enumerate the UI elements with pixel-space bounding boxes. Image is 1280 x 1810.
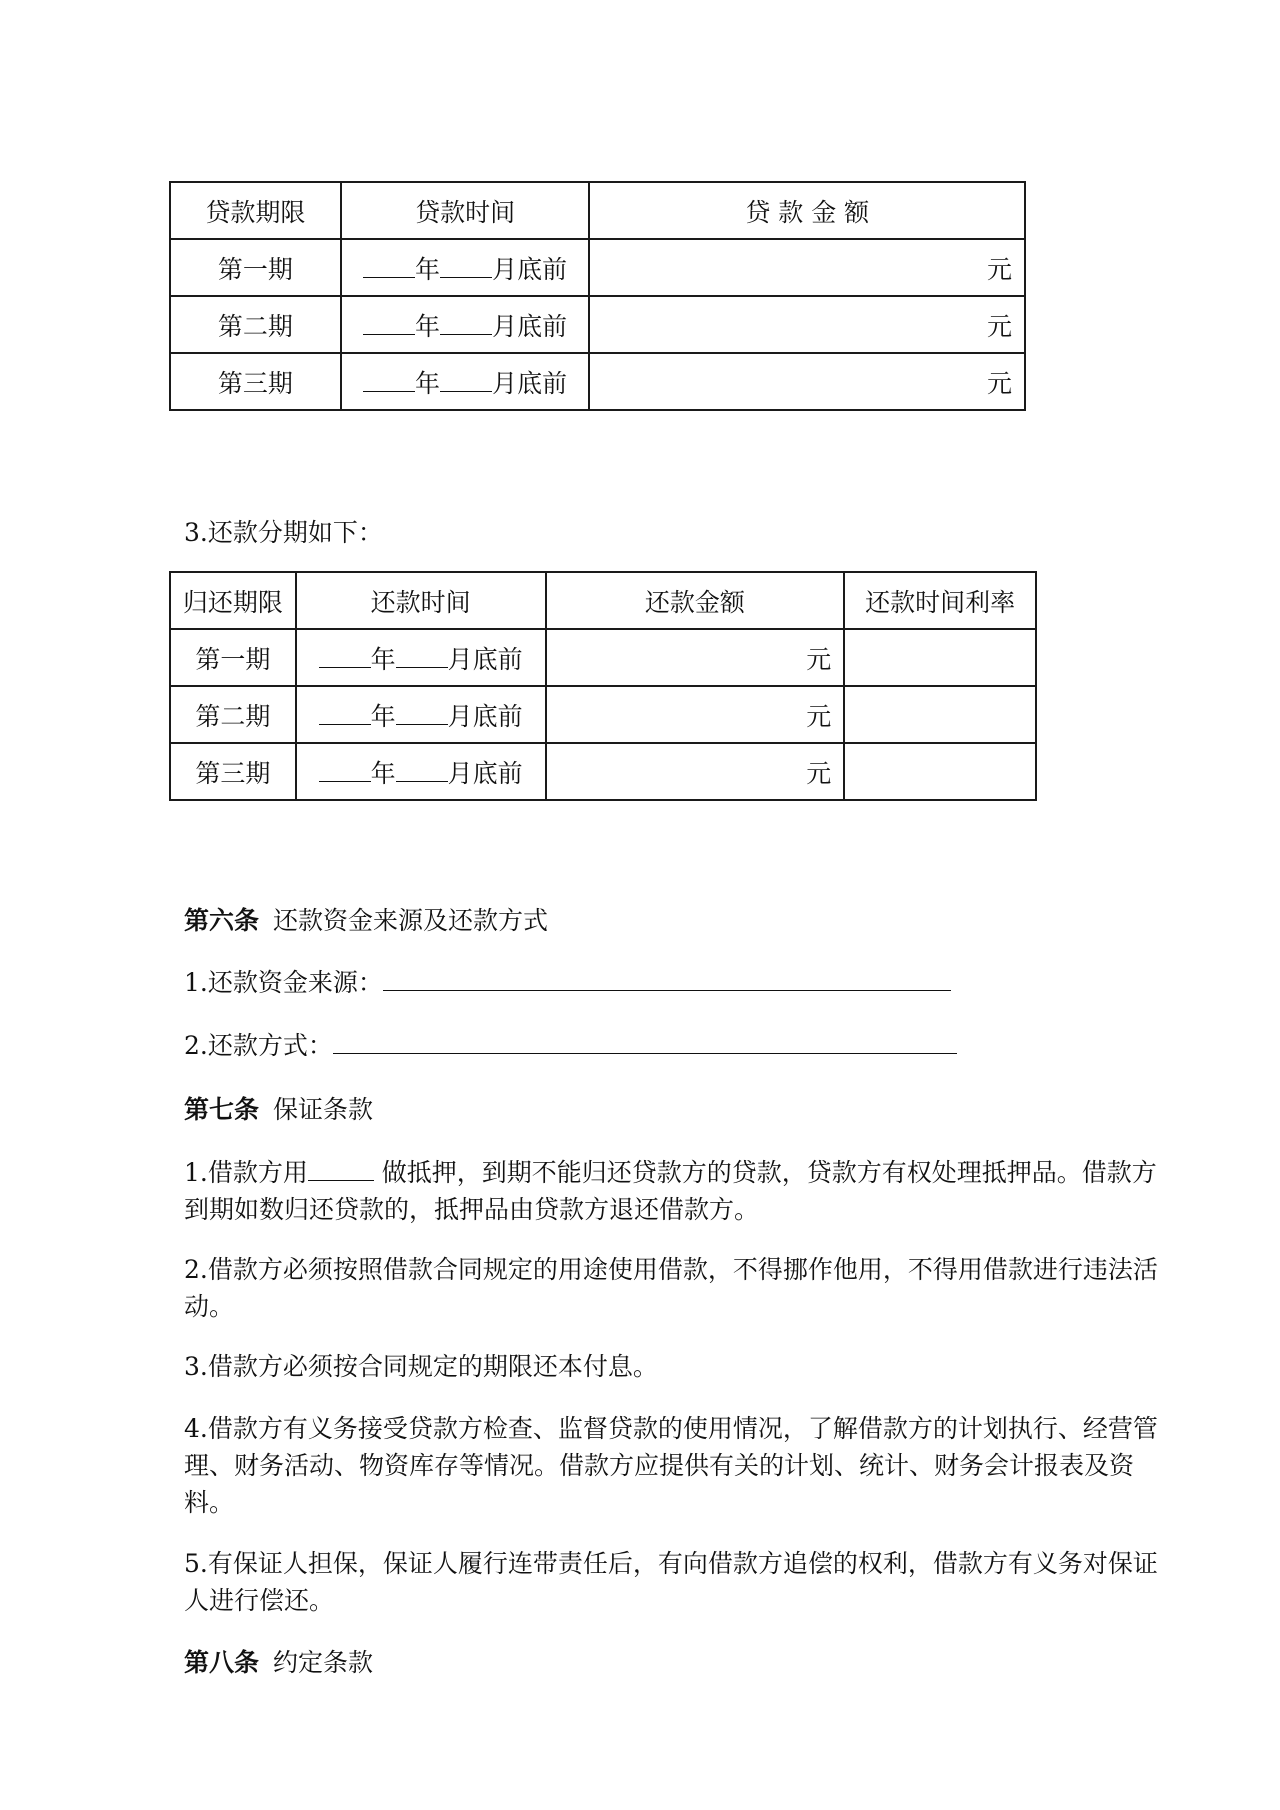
header-cell: 贷款期限: [170, 182, 341, 239]
year-label: 年: [415, 368, 441, 398]
month-blank[interactable]: [440, 310, 492, 335]
rate-cell[interactable]: [844, 629, 1036, 686]
article-label: 第八条: [184, 1648, 260, 1677]
unit-label: 元: [986, 311, 1012, 341]
date-cell[interactable]: [296, 629, 546, 686]
clause-2: 2.借款方必须按照借款合同规定的用途使用借款，不得挪作他用，不得用借款进行违法活动。: [184, 1255, 1158, 1321]
month-blank[interactable]: [396, 700, 448, 725]
table-row: [170, 353, 1025, 410]
amount-cell[interactable]: [589, 296, 1025, 353]
year-blank[interactable]: [319, 757, 371, 782]
article-6-heading: [184, 902, 548, 939]
article-7-heading: [184, 1091, 373, 1128]
year-blank[interactable]: [363, 367, 415, 392]
header-cell: 归还期限: [170, 572, 296, 629]
period-cell: 第二期: [170, 686, 296, 743]
month-label: 月底前: [492, 254, 568, 284]
table-row: [170, 743, 1036, 800]
year-blank[interactable]: [363, 253, 415, 278]
date-cell[interactable]: [341, 239, 590, 296]
table-row: [170, 239, 1025, 296]
month-label: 月底前: [492, 311, 568, 341]
year-label: 年: [370, 758, 396, 788]
header-cell: 还款时间利率: [844, 572, 1036, 629]
date-cell[interactable]: [341, 353, 590, 410]
amount-cell[interactable]: [546, 743, 845, 800]
repay-method-label: 2.还款方式：: [184, 1031, 333, 1060]
clause-1: [184, 1154, 1169, 1228]
clause-1-prefix: 1.借款方用: [184, 1158, 308, 1187]
article-8-heading: [184, 1644, 373, 1681]
repay-method-field[interactable]: [333, 1029, 957, 1054]
repay-schedule-table: [169, 571, 1037, 801]
collateral-blank[interactable]: [308, 1156, 374, 1181]
date-cell[interactable]: [296, 686, 546, 743]
article-label: 第六条: [184, 906, 260, 935]
year-label: 年: [415, 311, 441, 341]
month-label: 月底前: [447, 644, 523, 674]
table-row: [170, 686, 1036, 743]
article-label: 第七条: [184, 1095, 260, 1124]
period-cell: 第一期: [170, 629, 296, 686]
rate-cell[interactable]: [844, 686, 1036, 743]
date-cell[interactable]: [341, 296, 590, 353]
amount-cell[interactable]: [546, 629, 845, 686]
month-blank[interactable]: [440, 253, 492, 278]
header-cell: 还款金额: [546, 572, 845, 629]
year-blank[interactable]: [363, 310, 415, 335]
year-label: 年: [415, 254, 441, 284]
clause-5: 5.有保证人担保，保证人履行连带责任后，有向借款方追偿的权利，借款方有义务对保证人进行偿还。: [184, 1549, 1158, 1615]
unit-label: 元: [986, 368, 1012, 398]
table-header-row: [170, 572, 1036, 629]
header-cell: 贷款时间: [341, 182, 590, 239]
amount-cell[interactable]: [589, 239, 1025, 296]
month-label: 月底前: [492, 368, 568, 398]
period-cell: 第二期: [170, 296, 341, 353]
clause-3: 3.借款方必须按合同规定的期限还本付息。: [184, 1352, 658, 1381]
date-cell[interactable]: [296, 743, 546, 800]
header-cell: 贷 款 金 额: [589, 182, 1025, 239]
year-blank[interactable]: [319, 700, 371, 725]
article-title: 约定条款: [273, 1648, 374, 1677]
period-cell: 第三期: [170, 353, 341, 410]
table-row: [170, 629, 1036, 686]
unit-label: 元: [806, 758, 832, 788]
year-blank[interactable]: [319, 643, 371, 668]
table-header-row: [170, 182, 1025, 239]
header-cell: 还款时间: [296, 572, 546, 629]
month-blank[interactable]: [396, 643, 448, 668]
month-blank[interactable]: [396, 757, 448, 782]
month-label: 月底前: [447, 758, 523, 788]
amount-cell[interactable]: [589, 353, 1025, 410]
month-label: 月底前: [447, 701, 523, 731]
amount-cell[interactable]: [546, 686, 845, 743]
clause-4: 4.借款方有义务接受贷款方检查、监督贷款的使用情况，了解借款方的计划执行、经营管理、财务活动、物资库存等情况。借款方应提供有关的计划、统计、财务会计报表及资料。: [184, 1414, 1158, 1517]
year-label: 年: [370, 644, 396, 674]
repay-intro: 3.还款分期如下：: [184, 518, 383, 547]
article-title: 还款资金来源及还款方式: [273, 906, 549, 935]
table-row: [170, 296, 1025, 353]
repay-source-label: 1.还款资金来源：: [184, 968, 383, 997]
article-title: 保证条款: [273, 1095, 374, 1124]
period-cell: 第三期: [170, 743, 296, 800]
unit-label: 元: [806, 701, 832, 731]
rate-cell[interactable]: [844, 743, 1036, 800]
year-label: 年: [370, 701, 396, 731]
clause-1-text: 做抵押，到期不能归还贷款方的贷款，贷款方有权处理抵押品。借款方到期如数归还贷款的，抵押品由贷款方退还借款方。: [184, 1158, 1157, 1224]
unit-label: 元: [806, 644, 832, 674]
repay-source-line: [184, 964, 951, 1001]
repay-source-field[interactable]: [383, 966, 951, 991]
period-cell: 第一期: [170, 239, 341, 296]
month-blank[interactable]: [440, 367, 492, 392]
repay-method-line: [184, 1027, 957, 1064]
unit-label: 元: [986, 254, 1012, 284]
loan-schedule-table: [169, 181, 1026, 411]
